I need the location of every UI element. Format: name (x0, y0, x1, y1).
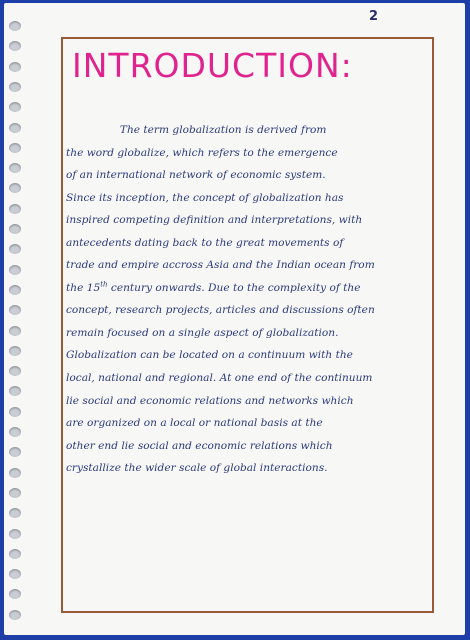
binder-hole (9, 285, 21, 295)
binder-hole (9, 346, 21, 356)
binder-hole (9, 163, 21, 173)
text-line: The term globalization is derived from (66, 124, 327, 136)
text-line: are organized on a local or national basis at the (66, 417, 323, 430)
text-line: crystallize the wider scale of global interactions. (66, 462, 328, 475)
text-line: Globalization can be located on a continuum with the (66, 349, 353, 362)
binder-holes (9, 21, 23, 621)
binder-hole (9, 610, 21, 620)
binder-hole (9, 204, 21, 214)
binder-hole (9, 224, 21, 234)
text-line: of an international network of economic system. (66, 169, 326, 182)
binder-hole (9, 589, 21, 599)
text-line: concept, research projects, articles and discussions often (66, 304, 375, 317)
ordinal-superscript: th (100, 280, 108, 289)
binder-hole (9, 102, 21, 112)
notebook-page (4, 3, 465, 635)
text-line: remain focused on a single aspect of globalization. (66, 326, 339, 339)
binder-hole (9, 447, 21, 457)
binder-hole (9, 305, 21, 315)
page-number: 2 (369, 9, 379, 24)
binder-hole (9, 427, 21, 437)
binder-hole (9, 549, 21, 559)
binder-hole (9, 21, 21, 31)
text-line: antecedents dating back to the great movements of (66, 236, 344, 249)
binder-hole (9, 468, 21, 478)
text-line: local, national and regional. At one end of the continuum (66, 372, 373, 385)
binder-hole (9, 82, 21, 92)
binder-hole (9, 529, 21, 539)
binder-hole (9, 265, 21, 275)
binder-hole (9, 62, 21, 72)
binder-hole (9, 366, 21, 376)
binder-hole (9, 386, 21, 396)
handwritten-paragraph (66, 119, 421, 480)
page-title: INTRODUCTION: (72, 46, 353, 85)
text-line: inspired competing definition and interpretations, with (66, 214, 363, 227)
binder-hole (9, 326, 21, 336)
binder-hole (9, 143, 21, 153)
text-line: the 15th century onwards. Due to the complexity of the (66, 280, 361, 294)
text-line: other end lie social and economic relations which (66, 439, 333, 452)
text-line: Since its inception, the concept of globalization has (66, 191, 344, 204)
binder-hole (9, 407, 21, 417)
binder-hole (9, 569, 21, 579)
binder-hole (9, 123, 21, 133)
text-line: trade and empire accross Asia and the Indian ocean from (66, 259, 375, 272)
binder-hole (9, 488, 21, 498)
text-line: the word globalize, which refers to the emergence (66, 146, 338, 159)
binder-hole (9, 183, 21, 193)
text-line: lie social and economic relations and networks which (66, 394, 354, 407)
binder-hole (9, 244, 21, 254)
binder-hole (9, 41, 21, 51)
binder-hole (9, 508, 21, 518)
